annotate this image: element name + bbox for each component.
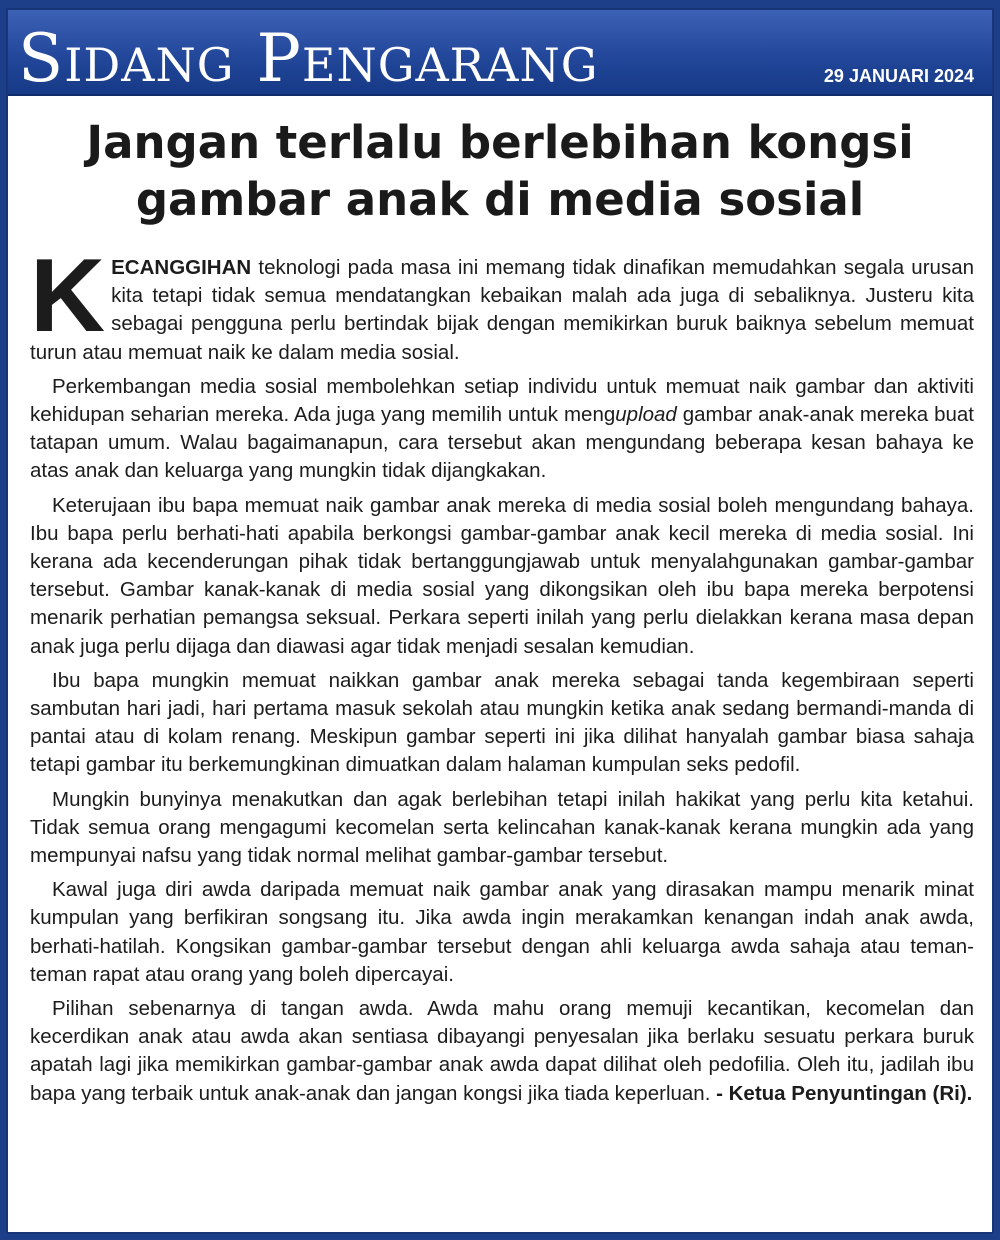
paragraph-2-start: Perkembangan media sosial membolehkan setiap individu untuk memuat naik gambar dan aktiviti kehidupan seharian mereka. Ada juga yang memilih untuk meng — [30, 374, 974, 427]
lead-word: ECANGGIHAN — [111, 256, 252, 279]
paragraph-1-text: teknologi pada masa ini memang tidak dinafikan memudahkan segala urusan kita tetapi tidak semua mendatangkan kebaikan malah ada juga di sebaliknya. Justeru kita sebagai pengguna perlu bertindak bijak dengan memikirkan buruk baiknya sebelum memuat turun atau memuat naik ke dalam media sosial. — [30, 256, 974, 364]
paragraph-7-text: Pilihan sebenarnya di tangan awda. Awda mahu orang memuji kecantikan, kecomelan dan kecerdikan anak atau awda akan sentiasa dibayangi penyesalan jika berlaku sesuatu perkara buruk apatah lagi jika memikirkan gambar-gambar anak awda dapat dilihat oleh pedofilia. Oleh itu, jadilah ibu bapa yang terbaik untuk anak-anak dan jangan kongsi jika tiada keperluan. — [30, 997, 974, 1105]
paragraph-7 — [30, 995, 974, 1108]
paragraph-5: Mungkin bunyinya menakutkan dan agak berlebihan tetapi inilah hakikat yang perlu kita ketahui. Tidak semua orang mengagumi kecomelan serta kelincahan kanak-kanak kerana mungkin ada yang mempunyai nafsu yang tidak normal melihat gambar-gambar tersebut. — [30, 787, 974, 868]
editorial-page — [6, 8, 994, 1234]
paragraph-2-italic: upload — [615, 403, 677, 427]
headline-line-1: Jangan terlalu berlebihan kongsi — [86, 116, 914, 169]
paragraph-4: Ibu bapa mungkin memuat naikkan gambar anak mereka sebagai tanda kegembiraan seperti sambutan hari jadi, hari pertama masuk sekolah atau mungkin ketika anak sedang bermandi-manda di pantai atau di kolam renang. Meskipun gambar seperti ini jika dilihat hanyalah gambar biasa sahaja tetapi gambar itu berkemungkinan dimuatkan dalam halaman kumpulan seks pedofil. — [30, 668, 974, 777]
article-headline — [8, 114, 992, 228]
paragraph-1 — [30, 238, 974, 367]
publication-date: 29 JANUARI 2024 — [823, 66, 974, 86]
drop-cap: K — [30, 238, 106, 354]
paragraph-3: Keterujaan ibu bapa memuat naik gambar anak mereka di media sosial boleh mengundang bahaya. Ibu bapa perlu berhati-hati apabila berkongsi gambar-gambar anak kecil mereka di media sosial. Ini kerana ada kecenderungan pihak tidak bertanggungjawab untuk menyalahgunakan gambar-gambar tersebut. Gambar kanak-kanak di media sosial yang dikongsikan oleh ibu bapa mereka berpotensi menarik perhatian pemangsa seksual. Perkara seperti inilah yang perlu dielakkan kerana masa depan anak juga perlu dijaga dan diawasi agar tidak menjadi sesalan kemudian. — [30, 493, 974, 658]
paragraph-2-end: gambar anak-anak mereka buat tatapan umum. Walau bagaimanapun, cara tersebut akan mengundang beberapa kesan bahaya ke atas anak dan keluarga yang mungkin tidak dijangkakan. — [30, 403, 974, 483]
section-title: Sidang Pengarang — [18, 20, 599, 97]
article-body — [30, 238, 974, 1114]
headline-line-2: gambar anak di media sosial — [135, 173, 865, 226]
masthead-banner — [8, 10, 992, 96]
paragraph-2 — [30, 373, 974, 486]
author-signature: - Ketua Penyuntingan (Ri). — [710, 1081, 973, 1105]
paragraph-6: Kawal juga diri awda daripada memuat naik gambar anak yang dirasakan mampu menarik minat kumpulan yang berfikiran songsang itu. Jika awda ingin merakamkan kenangan indah anak awda, berhati-hatilah. Kongsikan gambar-gambar tersebut dengan ahli keluarga awda sahaja atau teman-teman rapat atau orang yang boleh dipercayai. — [30, 878, 974, 986]
